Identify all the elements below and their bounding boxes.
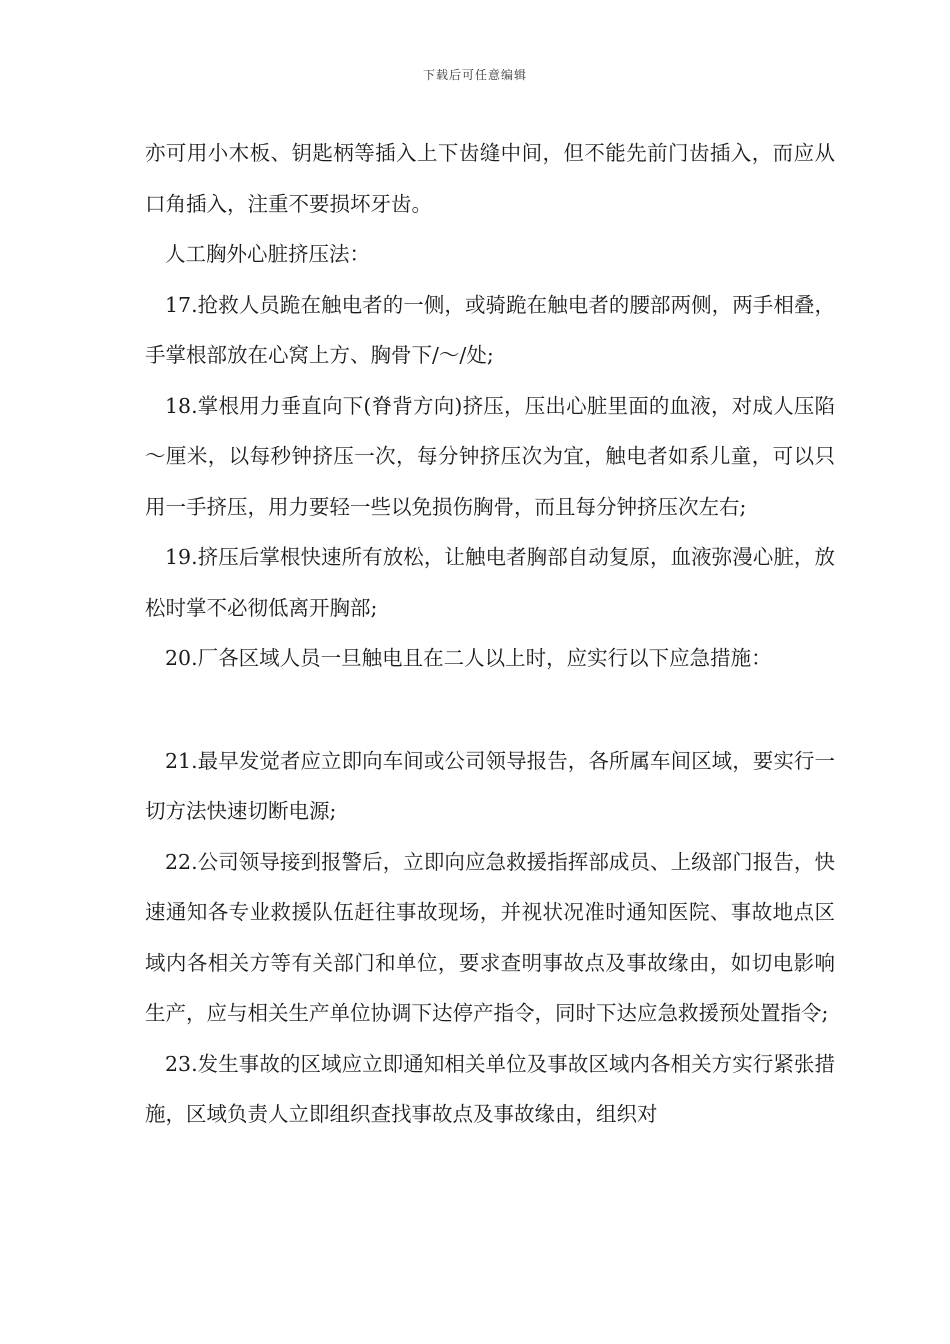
paragraph-spacer [145,684,835,736]
document-body [145,128,835,1140]
paragraph-item-21: 21.最早发觉者应立即向车间或公司领导报告，各所属车间区域，要实行一切方法快速切断电源; [145,748,835,823]
paragraph-intro: 亦可用小木板、钥匙柄等插入上下齿缝中间，但不能先前门齿插入，而应从口角插入，注重不要损坏牙齿。 [145,141,835,216]
page-header: 下载后可任意编辑 [422,68,527,82]
paragraph-item-20: 20.厂各区域人员一旦触电且在二人以上时，应实行以下应急措施： [165,646,772,670]
paragraph-item-23: 23.发生事故的区域应立即通知相关单位及事故区域内各相关方实行紧张措施，区域负责人立即组织查找事故点及事故缘由，组织对 [145,1051,835,1126]
paragraph-item-19: 19.挤压后掌根快速所有放松，让触电者胸部自动复原，血液弥漫心脏，放松时掌不必彻低离开胸部; [145,545,835,620]
paragraph-item-22: 22.公司领导接到报警后，立即向应急救援指挥部成员、上级部门报告，快速通知各专业救援队伍赶往事故现场，并视状况准时通知医院、事故地点区域内各相关方等有关部门和单位，要求查明事故点及事故缘由，如切电影响生产，应与相关生产单位协调下达停产指令，同时下达应急救援预处置指令; [145,849,835,1025]
paragraph-item-18: 18.掌根用力垂直向下(脊背方向)挤压，压出心脏里面的血液，对成人压陷～厘米，以每秒钟挤压一次，每分钟挤压次为宜，触电者如系儿童，可以只用一手挤压，用力要轻一些以免损伤胸骨，而且每分钟挤压次左右; [145,393,835,519]
paragraph-cpr-heading: 人工胸外心脏挤压法： [165,242,370,266]
paragraph-item-17: 17.抢救人员跪在触电者的一侧，或骑跪在触电者的腰部两侧，两手相叠，手掌根部放在心窝上方、胸骨下/～/处; [145,292,835,367]
